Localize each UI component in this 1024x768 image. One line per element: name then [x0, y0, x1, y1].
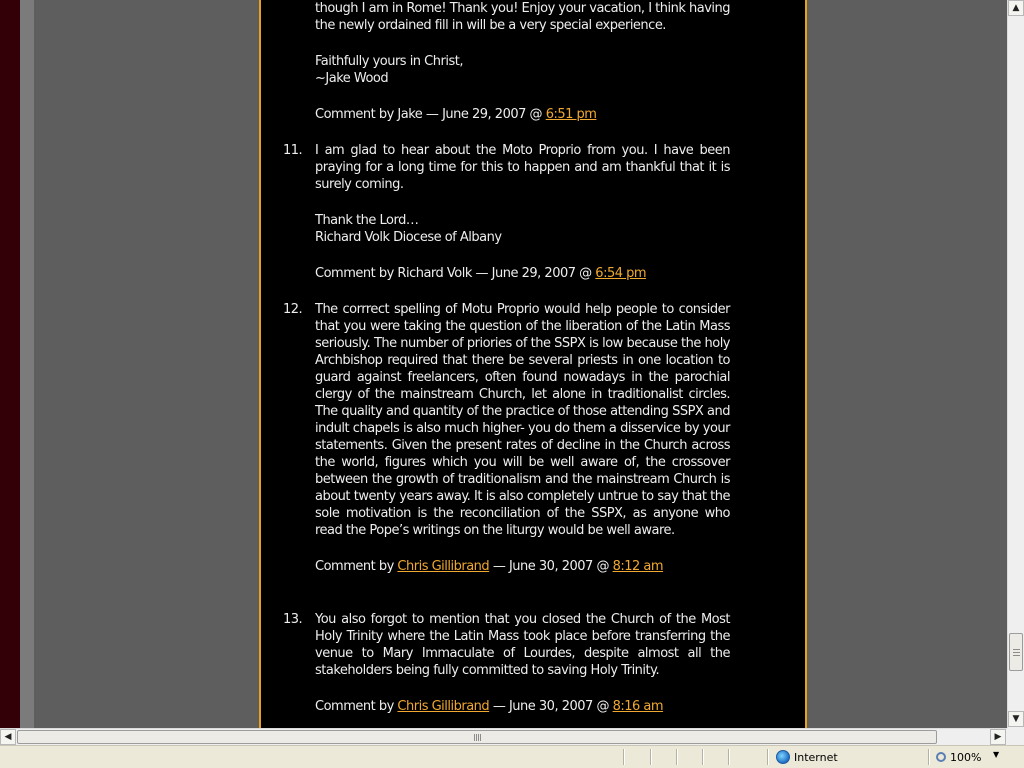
- comment-text: The corrrect spelling of Motu Proprio would help people to consider that you were taking the question of the liberation of the Latin Mass seriously. The number of priories of the SSPX is low because the holy Archbishop required that there be several priests in one location to guard against freelancers, often found nowadays in the parochial clergy of the mainstream Church, let alone in traditionalist circles. The quality and quantity of the practice of those attending SSPX and indult chapels is also much higher- you do them a disservice by your statements. Given the present rates of decline in the Church across the world, figures which you will be well aware of, the crossover between the growth of traditionalism and the mainstream Church is about twenty years away. It is also completely untrue to say that the sole motivation is the reconciliation of the SSPX, as anyone who read the Pope’s writings on the liturgy would be well aware.: [315, 302, 730, 538]
- comment-author: Jake: [397, 107, 423, 122]
- comment-author-link[interactable]: Chris Gillibrand: [397, 559, 490, 574]
- comment-at: @: [596, 559, 609, 574]
- comment-meta-prefix: Comment by: [315, 559, 394, 574]
- status-divider: [702, 749, 704, 765]
- comment-date: June 30, 2007: [508, 699, 593, 714]
- status-divider: [623, 749, 625, 765]
- scroll-up-button[interactable]: [1008, 0, 1024, 16]
- security-zone[interactable]: [776, 749, 838, 765]
- vertical-scrollbar[interactable]: [1007, 0, 1024, 728]
- comment-meta-prefix: Comment by: [315, 699, 394, 714]
- comment-text: though I am in Rome! Thank you! Enjoy your vacation, I think having the newly ordained fill in will be a very special experience.: [315, 1, 731, 33]
- triangle-up-icon: ▲: [1012, 3, 1020, 13]
- comment-permalink[interactable]: 8:16 am: [612, 699, 664, 714]
- comment-number: 12.: [283, 302, 303, 317]
- comment-meta-prefix: Comment by: [315, 107, 394, 122]
- triangle-down-icon: ▼: [1012, 714, 1020, 724]
- comment-meta: Comment by Jake — June 29, 2007 @ 6:51 pm: [315, 107, 597, 122]
- horizontal-scrollbar[interactable]: [0, 728, 1007, 745]
- comment-at: @: [579, 266, 592, 281]
- zone-label: Internet: [794, 750, 838, 764]
- chevron-down-icon[interactable]: ▼: [993, 750, 1000, 759]
- scroll-right-button[interactable]: [990, 729, 1006, 745]
- horizontal-scroll-thumb[interactable]: [17, 730, 937, 744]
- comment-number: 13.: [283, 612, 303, 627]
- comment-permalink[interactable]: 6:51 pm: [545, 107, 597, 122]
- comment-signoff: Thank the Lord… Richard Volk Diocese of Albany: [315, 213, 502, 245]
- comment-author-link[interactable]: Chris Gillibrand: [397, 699, 490, 714]
- status-divider: [728, 749, 730, 765]
- comment-permalink[interactable]: 6:54 pm: [595, 266, 647, 281]
- comment-meta: Comment by Chris Gillibrand — June 30, 2007 @ 8:12 am: [315, 559, 664, 574]
- comment-at: @: [529, 107, 543, 122]
- globe-icon: [776, 750, 790, 764]
- comment-number: 11.: [283, 143, 303, 158]
- scrollbar-corner: [1007, 728, 1024, 745]
- comment-permalink[interactable]: 8:12 am: [612, 559, 664, 574]
- comment-signoff: Faithfully yours in Christ, ~Jake Wood: [315, 54, 463, 86]
- triangle-left-icon: ◀: [4, 732, 12, 742]
- comment-body: [315, 142, 730, 282]
- status-bar: [0, 745, 1024, 768]
- status-divider: [650, 749, 652, 765]
- comment-text: You also forgot to mention that you closed the Church of the Most Holy Trinity where the Latin Mass took place before transferring the venue to Mary Immaculate of Lourdes, despite almost all the stakeholders being fully committed to saving Holy Trinity.: [315, 612, 730, 678]
- vertical-scroll-thumb[interactable]: [1009, 633, 1023, 671]
- status-divider: [928, 749, 930, 765]
- page-left-margin: [20, 0, 34, 728]
- scroll-left-button[interactable]: [0, 729, 16, 745]
- comment-meta: Comment by Richard Volk — June 29, 2007 @ 6:54 pm: [315, 266, 647, 281]
- status-divider: [767, 749, 769, 765]
- page-left-edge: [0, 0, 20, 728]
- comment-body: [315, 301, 730, 575]
- scroll-down-button[interactable]: [1008, 711, 1024, 727]
- comment-date: June 29, 2007: [442, 107, 526, 122]
- triangle-right-icon: ▶: [994, 732, 1002, 742]
- comment-author: Richard Volk: [397, 266, 472, 281]
- comment-date: June 30, 2007: [508, 559, 593, 574]
- comment-body: [315, 611, 730, 715]
- comment-text: I am glad to hear about the Moto Proprio from you. I have been praying for a long time for this to happen and am thankful that it is surely coming.: [315, 143, 730, 192]
- zoom-level: 100%: [950, 750, 982, 764]
- status-divider: [676, 749, 678, 765]
- comment-date: June 29, 2007: [491, 266, 576, 281]
- zoom-control[interactable]: [936, 749, 981, 765]
- comment-at: @: [596, 699, 609, 714]
- comment-body: [315, 0, 730, 123]
- comment-meta: Comment by Chris Gillibrand — June 30, 2007 @ 8:16 am: [315, 699, 664, 714]
- comment-meta-prefix: Comment by: [315, 266, 394, 281]
- magnifier-icon: [936, 752, 946, 762]
